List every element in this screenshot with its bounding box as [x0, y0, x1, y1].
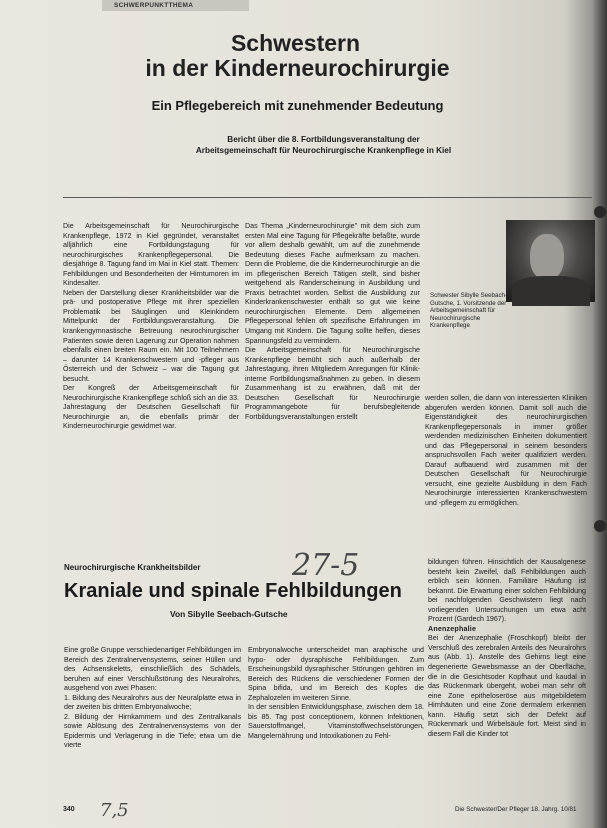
handwritten-note: 27-5 [292, 548, 360, 583]
photo-caption: Schwester Sibylle Seebach-Gutsche, 1. Vorsitzende der Arbeitsgemeinschaft für Neurochirurgische Krankenpflege [430, 292, 508, 330]
article-paragraph: Embryonalwoche unterscheidet man araphische und hypo- oder dysraphische Fehlbildungen. Zum Erscheinungsbild dysraphischer Störungen gehören im Bereich des Rückens die verschiedener Formen der Spina bifida, und im Bereich des Kopfes die Zephalozelen im weiteren Sinne. [248, 646, 424, 702]
intro-paragraph: Neben der Darstellung dieser Krankheitsbilder war die prä- und postoperative Pflege mit ihrer speziellen Problematik bei Säuglingen und Kleinkindern Mittelpunkt der Fortbildungsveranstaltung. Die krankengymnastische Betreuung neurochirurgischer Patienten sowie deren Lagerung zur Operation nahmen ebenfalls einen breiten Raum ein. Mit 100 Teilnehmern – darunter 14 Krankenschwestern und -pfleger aus Österreich und der Schweiz – war die Tagung gut besucht. [63, 288, 239, 383]
main-title-line-1: Schwestern [230, 30, 361, 56]
article-byline: Von Sibylle Seebach-Gutsche [170, 609, 288, 619]
intro-paragraph: werden sollen, die dann von interessierten Kliniken abgerufen werden können. Damit soll auch die Eigenständigkeit des neurochirurgischen Krankenpflegepersonals in immer größer werdenden medizinischen Einheiten dokumentiert und das Pflegepersonal in seinem besonders anspruchsvollen Fach weiter qualifiziert werden. Darauf aufbauend wird zusammen mit der Deutschen Gesellschaft für Neurochirurgie versucht, eine gezielte Ausbildung in dem Fach Neurochirurgie interessierten Krankenschwestern und -pflegern zu ermöglichen. [425, 394, 587, 508]
handwritten-note: 7,5 [100, 800, 129, 821]
page-number: 340 [63, 806, 75, 813]
intro-column-1 [63, 222, 239, 432]
article-list-item: 1. Bildung des Neuralrohrs aus der Neuralplatte etwa in der zweiten bis dritten Embryonalwoche; [64, 693, 241, 712]
section-tag: SCHWERPUNKTTHEMA [102, 0, 249, 11]
author-photo [506, 220, 595, 302]
report-line [20, 135, 607, 156]
subtitle: Ein Pflegebereich mit zunehmender Bedeutung [151, 98, 444, 113]
intro-column-2 [245, 222, 420, 422]
intro-paragraph: Die Arbeitsgemeinschaft für Neurochirurgische Krankenpflege bemüht sich auch außerhalb der Jahrestagung, ihren Mitgliedern Anregungen für Klinik-interne Fortbildungsmaßnahmen zu geben. In diesem Zusammenhang ist zu erwähnen, daß mit der Deutschen Gesellschaft für Neurochirurgie Programmangebote für berufsbegleitende Fortbildungsveranstaltungen erstellt [245, 346, 420, 421]
intro-paragraph: Die Arbeitsgemeinschaft für Neurochirurgische Krankenpflege, 1972 in Kiel gegründet, veranstaltet alljährlich eine Fortbildungstagung für neurochirurgisches Krankenpflegepersonal. Die diesjährige 8. Tagung fand im Mai in Kiel statt. Themen: Fehlbildungen und Besonderheiten der Hirntumoren im Kindesalter. [63, 222, 239, 288]
main-title-line-2: in der Kinderneurochirurgie [145, 55, 450, 81]
article-section-label: Neurochirurgische Krankheitsbilder [64, 563, 201, 572]
binding-shadow [592, 0, 607, 828]
punch-hole [594, 206, 606, 218]
article-paragraph: Bei der Anenzephalie (Froschkopf) bleibt der Verschluß des zerebralen Anteils des Neuralrohrs aus (Abb. 1). Anstelle des Gehirns liegt eine degenerierte Gewebsmasse an der Oberfläche, die in die Gesichtsoder Kopfhaut und kaudal in das Rückenmark übergeht, wobei man sehr oft eine Zone epitheloseröse aus mitgebildetem Hirnhäuten und eine Zone dermalem erkennen kann. Häufig setzt sich der Defekt auf Rückenmark und Wirbelsäule fort. Meist sind in diesem Fall die Kinder tot [428, 634, 586, 738]
article-paragraph: Eine große Gruppe verschiedenartiger Fehlbildungen im Bereich des Zentralnervensystems, seiner Hüllen und des Achsenskeletts, einschließlich des Schädels, beruhen auf einer Verschlußstörung des Neuralrohrs, ausgehend von zwei Phasen: [64, 646, 241, 693]
article-column-1 [64, 646, 241, 751]
article-title: Kraniale und spinale Fehlbildungen [64, 580, 402, 602]
intro-paragraph: Der Kongreß der Arbeitsgemeinschaft für Neurochirurgische Krankenpflege schloß sich an die 33. Jahrestagung der Deutschen Gesellschaft für Neurochirurgie an, die ebenfalls primär der Kinderneurochirurgie gewidmet war. [63, 384, 239, 431]
article-subheading: Anenzephalie [428, 624, 477, 633]
article-paragraph: bildungen führen. Hinsichtlich der Kausalgenese besteht kein Zweifel, daß Fehlbildungen auch erblich sein können. Familiäre Häufung ist bekannt. Die Erwartung einer solchen Fehlbildung bei nachfolgenden Geschwistern liegt nach vorliegenden Untersuchungen um etwa acht Prozent (Gardech 1967). [428, 558, 586, 624]
photo-face [530, 234, 564, 280]
report-line-2: Arbeitsgemeinschaft für Neurochirurgische Krankenpflege in Kiel [195, 145, 452, 155]
article-paragraph: In der sensiblen Entwicklungsphase, zwischen dem 18. bis 85. Tag post conceptionem, können Infektionen, Sauerstoffmangel, Vitaminstoffwechselstörungen, Mangelernährung und Intoxikationen zu Fehl- [248, 703, 424, 740]
intro-paragraph: Das Thema „Kinderneurochirurgie" mit dem sich zum ersten Mal eine Tagung für Pflegekräfte befaßte, wurde vor allem deshalb gewählt, um auf die zunehmende Bedeutung dieses Fache aufmerksam zu machen. Denn die Probleme, die die Kinderneurochirurgie an die im pflegerischen Bereich Tätigen stellt, sind bisher weitgehend als Randerscheinung in Ausbildung und Praxis betrachtet worden. Selbst die Ausbildung zur Kinderkrankenschwester enthält so gut wie keine neurochirurgischen Elemente. Dem allgemeinen Pflegepersonal fehlen oft spezifische Erfahrungen im Umgang mit Kindern. Die Tagung sollte helfen, dieses Spannungsfeld zu vermindern. [245, 222, 420, 345]
intro-column-3 [425, 394, 587, 509]
divider-rule [63, 197, 592, 198]
journal-footer: Die Schwester/Der Pfleger 18. Jahrg. 10/81 [455, 806, 577, 813]
report-line-1: Bericht über die 8. Fortbildungsveranstaltung der [227, 135, 420, 144]
photo-shoulders [512, 276, 590, 306]
article-list-item: 2. Bildung der Hirnkammern und des Zentralkanals sowie Ablösung des Zentralnervensystems von der Epidermis und Verlagerung in die Tiefe; etwa um die vierte [64, 712, 241, 750]
article-column-3 [428, 558, 586, 739]
article-column-2 [248, 646, 424, 741]
punch-hole [594, 520, 606, 532]
